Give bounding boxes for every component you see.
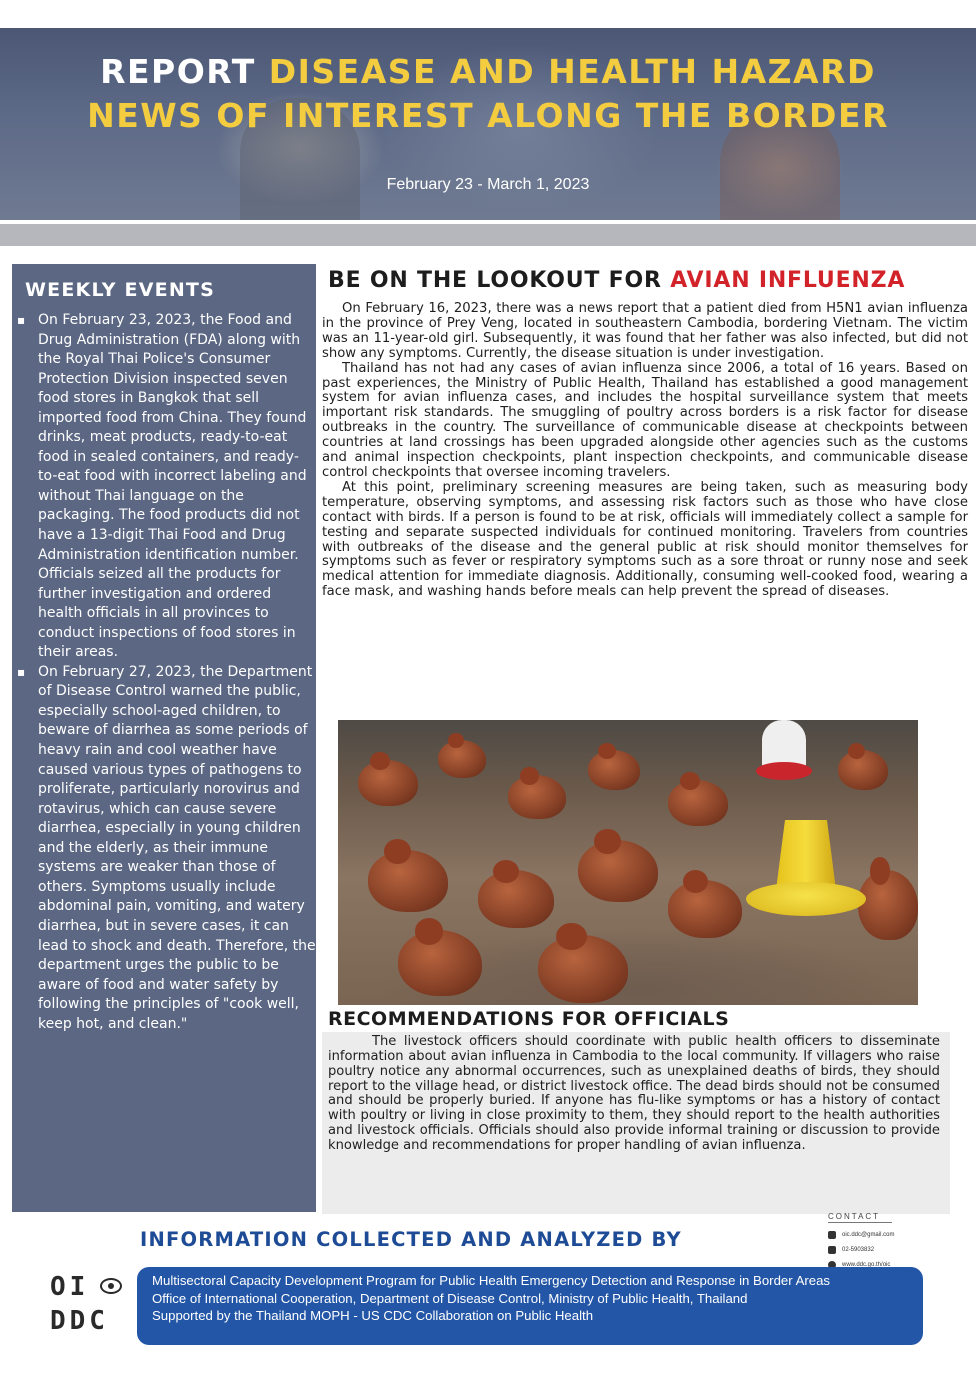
article-title (328, 268, 905, 293)
weekly-events-list (14, 311, 316, 1034)
email-icon (828, 1231, 836, 1239)
contact-phone-row[interactable] (828, 1242, 958, 1257)
feeder (746, 810, 856, 920)
divider-bar (0, 224, 976, 246)
article-paragraph: At this point, preliminary screening measures are being taken, such as measuring body temperature, observing symptoms, and assessing risk factors such as those who have close contact with birds. If a person is found to be at risk, officials will immediately collect a sample for testing and separate suspected individuals for continued monitoring. Travelers from countries with outbreaks of the disease and the general public at risk should monitor themselves for symptoms such as fever or respiratory symptoms such as a sore throat or runny nose and seek medical attention for immediate diagnosis. Additionally, consuming well-cooked food, wearing a face mask, and washing hands before meals can help prevent the spread of diseases. (322, 479, 968, 600)
recommendations-title: RECOMMENDATIONS FOR OFFICIALS (328, 1008, 730, 1030)
title-line-2: NEWS OF INTEREST ALONG THE BORDER (87, 96, 889, 135)
hen-shape (478, 870, 554, 928)
title-line-1: DISEASE AND HEALTH HAZARD (268, 52, 876, 91)
hen-shape (508, 775, 566, 819)
contact-email[interactable]: oic.ddc@gmail.com (842, 1231, 895, 1238)
oic-ddc-logo (50, 1272, 130, 1342)
contact-divider (828, 1222, 892, 1223)
logo-line-1: OI (50, 1272, 90, 1302)
contact-label: CONTACT (828, 1212, 881, 1221)
weekly-events-panel (12, 264, 316, 1212)
hen-shape (368, 850, 448, 912)
footer-support-line: Supported by the Thailand MOPH - US CDC Collaboration on Public Health (152, 1308, 594, 1324)
eye-icon (100, 1278, 122, 1294)
hen-shape (588, 750, 640, 790)
water-drinker (756, 720, 812, 790)
hen-shape (858, 870, 918, 940)
footer-program-line: Multisectoral Capacity Development Program for Public Health Emergency Detection and Response in Border Areas (152, 1273, 831, 1288)
list-item: ▪ On February 27, 2023, the Department of Disease Control warned the public, especially school-aged children, to beware of diarrhea as some periods of heavy rain and cool weather have caused various types of pathogens to proliferate, particularly norovirus and rotavirus, which can cause severe diarrhea, especially in young children and the elderly, as their immune systems are weaker than those of others. Symptoms usually include abdominal pain, vomiting, and watery diarrhea, but in severe cases, it can lead to shock and death. Therefore, the department urges the public to be aware of food and water safety by following the principles of "cook well, keep hot, and clean." (14, 663, 316, 1034)
weekly-events-title: WEEKLY EVENTS (25, 279, 215, 301)
hen-shape (398, 930, 482, 996)
article-paragraph: On February 16, 2023, there was a news report that a patient died from H5N1 avian influenza in the province of Prey Veng, located in southeastern Cambodia, bordering Vietnam. The victim was an 11-year-old girl. Subsequently, it was found that her father was also infected, but did not show any symptoms. Currently, the disease situation is under investigation. (322, 301, 968, 361)
report-date-range: February 23 - March 1, 2023 (386, 176, 590, 193)
footer-office-line: Office of International Cooperation, Department of Disease Control, Ministry of Public Health, Thailand (152, 1290, 748, 1306)
hen-shape (668, 880, 742, 938)
logo-line-2: DDC (50, 1306, 109, 1336)
article-title-prefix: BE ON THE LOOKOUT FOR (328, 268, 662, 293)
contact-block (828, 1212, 958, 1272)
hen-shape (578, 840, 658, 902)
hen-shape (538, 935, 628, 1003)
article-body (322, 302, 968, 600)
list-item: ▪ On February 23, 2023, the Food and Drug Administration (FDA) along with the Royal Thai Police's Consumer Protection Division inspected seven food stores in Bangkok that sell imported food from China. They found drinks, meat products, ready-to-eat food in sealed containers, and ready-to-eat food with incorrect labeling and without Thai language on the packaging. The food products did not have a 13-digit Thai Food and Drug Administration identification number. Officials seized all the products for further investigation and ordered health officials in all provinces to conduct inspections of food stores in their areas. (14, 311, 316, 663)
recommendations-box (322, 1032, 950, 1214)
hen-shape (438, 740, 486, 778)
contact-phone[interactable]: 02-5903832 (842, 1246, 875, 1253)
article-paragraph: Thailand has not had any cases of avian influenza since 2006, a total of 16 years. Based on past experiences, the Ministry of Public Health, Thailand has established a good management system for avian influenza cases, and includes the hospital surveillance system that meets important risk standards. The smuggling of poultry across borders is a risk factor for disease outbreaks in the country. The surveillance of communicable disease at checkpoints between countries at land crossings has been upgraded alongside other agencies such as the customs and animal inspection checkpoints, plant inspection checkpoints, and communicable disease control checkpoints that oversee incoming travelers. (322, 360, 968, 480)
chicken-farm-photo (338, 720, 918, 1005)
article-title-highlight: AVIAN INFLUENZA (670, 268, 906, 293)
hen-shape (838, 750, 888, 790)
report-title (0, 50, 976, 138)
footer-info-box (137, 1267, 923, 1345)
recommendations-text: The livestock officers should coordinate with public health officers to disseminate information about avian influenza in Cambodia to the local community. If villagers who raise poultry notice any abnormal occurrences, such as unexplained deaths of birds, they should report to the village head, or district livestock office. The dead birds should not be consumed and should be properly buried. If anyone has flu-like symptoms or has a history of contact with poultry or living in close proximity to them, they should report to the health authorities and livestock officials. Officials should also provide informal training or discussion to provide knowledge and recommendations for proper handling of avian influenza. (328, 1034, 940, 1153)
contact-web[interactable]: www.ddc.go.th/oic (842, 1261, 891, 1268)
phone-icon (828, 1246, 836, 1254)
title-word-report: REPORT (100, 52, 256, 91)
contact-email-row[interactable] (828, 1227, 958, 1242)
hen-shape (358, 760, 418, 806)
header-banner (0, 28, 976, 220)
hen-shape (668, 780, 728, 826)
footer-title: INFORMATION COLLECTED AND ANALYZED BY (140, 1228, 682, 1251)
